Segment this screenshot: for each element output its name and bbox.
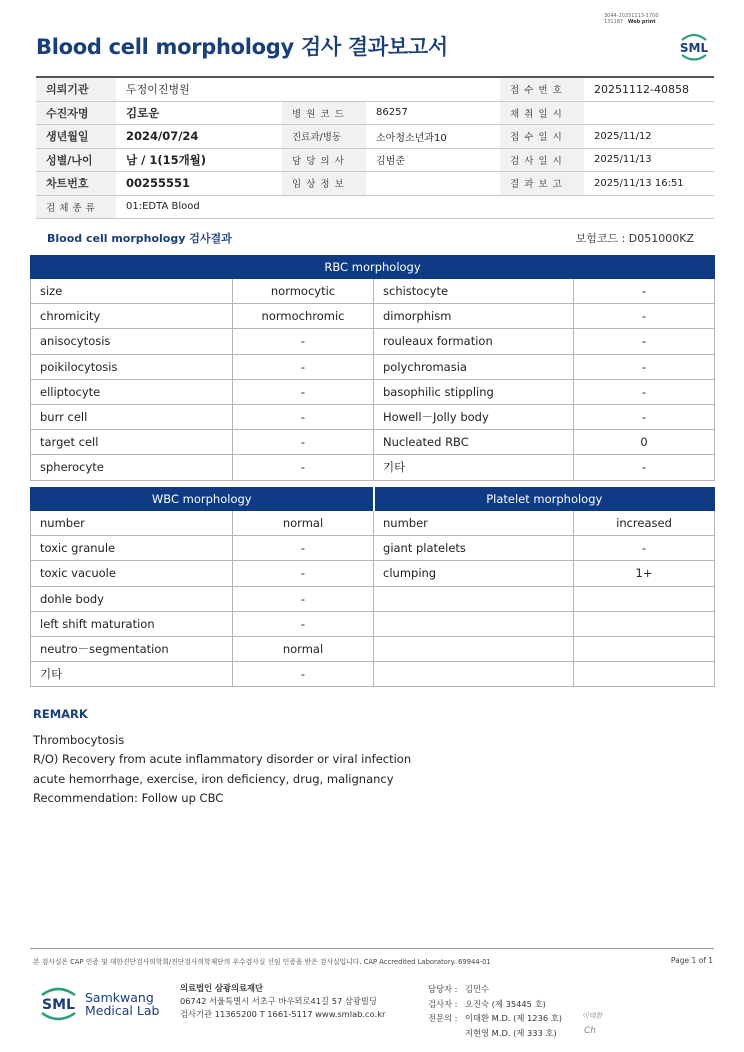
info-label: 담 당 의 사 (282, 148, 366, 172)
wbc-item: toxic granule (31, 536, 233, 561)
rbc-result: 0 (574, 430, 715, 455)
remark-line: acute hemorrhage, exercise, iron deficiency, drug, malignancy (33, 771, 394, 786)
info-value: 2024/07/24 (116, 125, 282, 149)
wbc-item: neutro－segmentation (31, 636, 233, 661)
table-row (31, 561, 715, 586)
rbc-item: rouleaux formation (374, 329, 574, 354)
info-label: 병 원 코 드 (282, 101, 366, 125)
info-label: 성별/나이 (36, 148, 116, 172)
platelet-header: Platelet morphology (374, 488, 715, 511)
info-value: 김범준 (366, 148, 500, 172)
report-title: Blood cell morphology 검사 결과보고서 (36, 35, 448, 59)
rbc-result: - (574, 329, 715, 354)
rbc-result: - (233, 404, 374, 429)
table-row (31, 636, 715, 661)
corp-address: 06742 서울특별시 서초구 바우뫼로41길 57 삼광빌딩 (180, 996, 377, 1007)
platelet-item: number (374, 511, 574, 536)
rbc-result: - (233, 455, 374, 480)
table-row (31, 662, 715, 687)
result-section-title: Blood cell morphology 검사결과 (47, 232, 232, 245)
wbc-item: dohle body (31, 586, 233, 611)
wbc-item: toxic vacuole (31, 561, 233, 586)
staff-name: 이태환 M.D. (제 1236 호) (465, 1013, 563, 1023)
lab-name-line1: Samkwang (85, 990, 154, 1005)
table-row (31, 404, 715, 429)
info-value: 2025/11/13 16:51 (584, 172, 714, 196)
remark-line: R/O) Recovery from acute inflammatory disorder or viral infection (33, 752, 412, 767)
info-label: 차트번호 (36, 172, 116, 196)
remark-text (33, 731, 411, 808)
wbc-header: WBC morphology (31, 488, 374, 511)
table-row (31, 586, 715, 611)
info-row (36, 172, 714, 196)
page-number: Page 1 of 1 (670, 956, 713, 965)
info-value: 00255551 (116, 172, 282, 196)
staff-list (428, 982, 562, 1040)
rbc-item: basophilic stippling (374, 379, 574, 404)
table-row (31, 304, 715, 329)
print-code-line1: 3044-20251113-1700 (604, 13, 659, 19)
print-code (604, 13, 659, 25)
insurance-code: 보험코드 : D051000KZ (575, 232, 694, 245)
rbc-item: polychromasia (374, 354, 574, 379)
platelet-item (374, 586, 574, 611)
table-row (31, 455, 715, 480)
wbc-result: - (233, 536, 374, 561)
platelet-result (574, 662, 715, 687)
info-value: 소아청소년과10 (366, 125, 500, 149)
info-label: 결 과 보 고 (500, 172, 584, 196)
rbc-result: - (233, 379, 374, 404)
table-row (31, 511, 715, 536)
wbc-item: left shift maturation (31, 611, 233, 636)
staff-name: 지현영 M.D. (제 333 호) (465, 1027, 557, 1038)
info-label: 수진자명 (36, 101, 116, 125)
table-row (31, 379, 715, 404)
rbc-header: RBC morphology (31, 256, 715, 279)
rbc-item: spherocyte (31, 455, 233, 480)
wbc-platelet-morphology-table (30, 487, 715, 687)
corp-contact: 검사기관 11365200 T 1661-5117 www.smlab.co.kr (180, 1009, 386, 1020)
rbc-result: - (233, 329, 374, 354)
rbc-item: 기타 (374, 455, 574, 480)
rbc-result: - (574, 455, 715, 480)
wbc-result: normal (233, 511, 374, 536)
rbc-item: dimorphism (374, 304, 574, 329)
sml-logo-icon (36, 980, 81, 1025)
platelet-item (374, 611, 574, 636)
lab-name-line2: Medical Lab (85, 1003, 160, 1018)
signature-2: Ch (584, 1026, 596, 1036)
rbc-item: Howell－Jolly body (374, 404, 574, 429)
platelet-item (374, 662, 574, 687)
staff-role: 담당자 : (428, 984, 458, 994)
info-value: 2025/11/13 (584, 148, 714, 172)
info-label: 접 수 일 시 (500, 125, 584, 149)
lab-logo-name (85, 991, 159, 1017)
print-code-line2: 131187 (604, 19, 624, 25)
table-row (31, 354, 715, 379)
rbc-item: target cell (31, 430, 233, 455)
table-row (31, 329, 715, 354)
staff-role: 전문의 : (428, 1013, 458, 1023)
info-value: 2025/11/12 (584, 125, 714, 149)
signature-1: 이태환 (582, 1012, 603, 1020)
info-row (36, 101, 714, 125)
info-label: 생년월일 (36, 125, 116, 149)
info-label: 검 체 종 류 (36, 195, 116, 219)
platelet-item: giant platelets (374, 536, 574, 561)
info-row (36, 125, 714, 149)
remark-title: REMARK (33, 707, 88, 721)
info-value: 김로운 (116, 101, 282, 125)
platelet-result: 1+ (574, 561, 715, 586)
table-row (31, 430, 715, 455)
rbc-result: normocytic (233, 279, 374, 304)
rbc-result: normochromic (233, 304, 374, 329)
rbc-item: chromicity (31, 304, 233, 329)
rbc-item: schistocyte (374, 279, 574, 304)
platelet-item: clumping (374, 561, 574, 586)
platelet-item (374, 636, 574, 661)
web-print-tag: Web print (627, 19, 656, 25)
info-value (584, 101, 714, 125)
info-label: 임 상 정 보 (282, 172, 366, 196)
platelet-result (574, 586, 715, 611)
rbc-item: poikilocytosis (31, 354, 233, 379)
sml-logo-icon (676, 28, 712, 64)
table-row (31, 536, 715, 561)
info-row (36, 77, 714, 101)
platelet-result: - (574, 536, 715, 561)
patient-info-table (36, 76, 714, 219)
wbc-result: - (233, 662, 374, 687)
remark-line: Recommendation: Follow up CBC (33, 790, 224, 805)
info-value: 20251112-40858 (584, 77, 714, 101)
accreditation-note: 본 검사실은 CAP 인증 및 대한진단검사의학회/진단검사의학재단의 우수검사실 신임 인증을 받은 검사실입니다. CAP Accredited Laboratory. 69944-01 (33, 958, 491, 966)
staff-name: 오진숙 (제 35445 호) (465, 998, 546, 1009)
info-label: 진료과/병동 (282, 125, 366, 149)
corp-name: 의료법인 삼광의료재단 (180, 983, 264, 993)
info-label: 채 취 일 시 (500, 101, 584, 125)
rbc-result: - (574, 279, 715, 304)
rbc-result: - (233, 354, 374, 379)
wbc-item: 기타 (31, 662, 233, 687)
remark-line: Thrombocytosis (33, 733, 125, 747)
info-value: 남 / 1(15개월) (116, 148, 282, 172)
info-row (36, 148, 714, 172)
info-value: 두정이진병원 (116, 77, 500, 101)
rbc-item: anisocytosis (31, 329, 233, 354)
staff-role: 검사자 : (428, 998, 458, 1009)
rbc-item: burr cell (31, 404, 233, 429)
wbc-result: - (233, 561, 374, 586)
platelet-result (574, 636, 715, 661)
info-value: 86257 (366, 101, 500, 125)
rbc-result: - (233, 430, 374, 455)
logo-bottom-text: SML (42, 997, 75, 1013)
footer-divider (30, 948, 714, 949)
corporation-info (180, 982, 385, 1022)
info-value (366, 172, 500, 196)
rbc-result: - (574, 354, 715, 379)
rbc-morphology-table (30, 255, 715, 481)
info-label: 검 사 일 시 (500, 148, 584, 172)
info-value: 01:EDTA Blood (116, 195, 714, 219)
rbc-result: - (574, 404, 715, 429)
info-row (36, 195, 714, 219)
rbc-item: size (31, 279, 233, 304)
rbc-item: elliptocyte (31, 379, 233, 404)
info-label: 의뢰기관 (36, 77, 116, 101)
rbc-item: Nucleated RBC (374, 430, 574, 455)
wbc-result: normal (233, 636, 374, 661)
wbc-result: - (233, 611, 374, 636)
staff-name: 김민수 (465, 984, 490, 994)
table-row (31, 279, 715, 304)
wbc-item: number (31, 511, 233, 536)
table-row (31, 611, 715, 636)
wbc-result: - (233, 586, 374, 611)
info-label: 접 수 번 호 (500, 77, 584, 101)
rbc-result: - (574, 304, 715, 329)
platelet-result: increased (574, 511, 715, 536)
logo-top-text: SML (679, 41, 709, 55)
rbc-result: - (574, 379, 715, 404)
platelet-result (574, 611, 715, 636)
